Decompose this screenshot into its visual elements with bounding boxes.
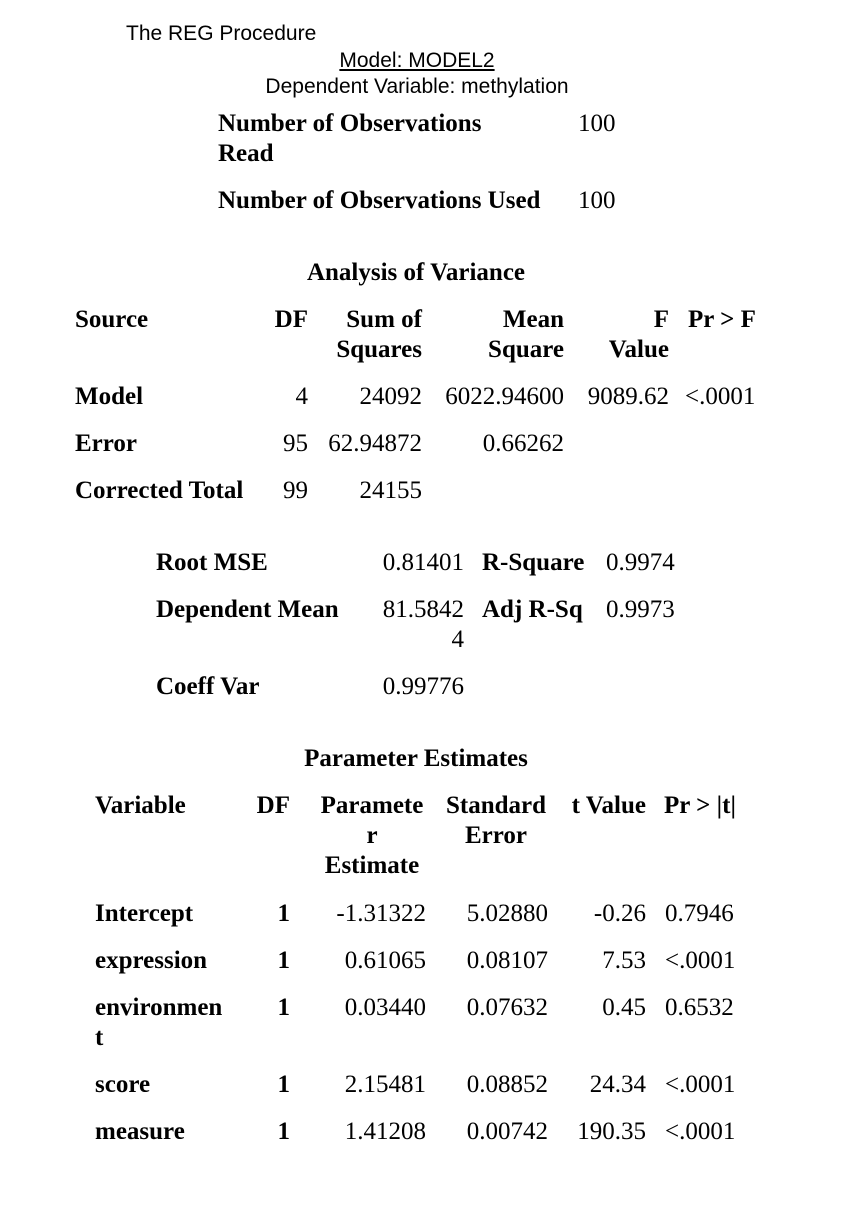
adj-r-sq-value: 0.9973 bbox=[606, 596, 675, 623]
param-header-df: DF bbox=[256, 792, 290, 819]
obs-used-value: 100 bbox=[578, 187, 616, 214]
r-square-value: 0.9974 bbox=[606, 549, 675, 576]
param-header-se-1: Standard bbox=[445, 792, 547, 819]
param-header-estimate-1: Paramete bbox=[320, 792, 424, 819]
param-std-error: 0.07632 bbox=[466, 994, 548, 1021]
anova-header-f-2: Value bbox=[608, 336, 669, 363]
param-df: 1 bbox=[277, 947, 290, 974]
param-p-value: 0.6532 bbox=[665, 994, 734, 1021]
param-header-se-2: Error bbox=[464, 822, 527, 849]
anova-df: 99 bbox=[283, 477, 308, 504]
dependent-mean-label: Dependent Mean bbox=[156, 596, 339, 623]
param-variable: Intercept bbox=[95, 900, 194, 927]
param-estimate: 0.03440 bbox=[344, 994, 426, 1021]
anova-p: <.0001 bbox=[685, 383, 756, 410]
obs-used-label: Number of Observations Used bbox=[218, 187, 541, 214]
param-variable-cont: t bbox=[95, 1024, 104, 1051]
param-p-value: <.0001 bbox=[665, 947, 736, 974]
param-df: 1 bbox=[277, 1071, 290, 1098]
param-df: 1 bbox=[277, 900, 290, 927]
anova-title: Analysis of Variance bbox=[306, 259, 526, 286]
param-p-value: <.0001 bbox=[665, 1118, 736, 1145]
anova-ss: 24155 bbox=[359, 477, 422, 504]
param-estimate: -1.31322 bbox=[336, 900, 426, 927]
param-header-p: Pr > |t| bbox=[664, 792, 736, 819]
param-variable: score bbox=[95, 1071, 151, 1098]
param-estimate: 1.41208 bbox=[344, 1118, 426, 1145]
anova-header-ss-2: Squares bbox=[336, 336, 422, 363]
param-t-value: 0.45 bbox=[602, 994, 646, 1021]
param-estimate: 0.61065 bbox=[344, 947, 426, 974]
anova-header-df: DF bbox=[274, 306, 308, 333]
anova-header-f-1: F bbox=[653, 306, 669, 333]
param-variable: measure bbox=[95, 1118, 185, 1145]
anova-source: Model bbox=[75, 383, 144, 410]
model-title: Model: MODEL2 bbox=[339, 49, 495, 72]
root-mse-label: Root MSE bbox=[156, 549, 268, 576]
dependent-mean-value-cont: 4 bbox=[451, 626, 464, 653]
dependent-variable: Dependent Variable: methylation bbox=[265, 75, 569, 98]
param-df: 1 bbox=[277, 1118, 290, 1145]
procedure-title: The REG Procedure bbox=[126, 22, 317, 45]
param-t-value: 24.34 bbox=[589, 1071, 646, 1098]
obs-read-label: Number of Observations bbox=[218, 110, 482, 137]
r-square-label: R-Square bbox=[482, 549, 585, 576]
anova-df: 4 bbox=[295, 383, 308, 410]
param-variable: expression bbox=[95, 947, 208, 974]
param-t-value: -0.26 bbox=[593, 900, 646, 927]
root-mse-value: 0.81401 bbox=[382, 549, 464, 576]
param-p-value: 0.7946 bbox=[665, 900, 734, 927]
param-header-variable: Variable bbox=[95, 792, 186, 819]
anova-header-ss-1: Sum of bbox=[346, 306, 422, 333]
dependent-mean-value: 81.5842 bbox=[382, 596, 464, 623]
anova-header-ms-1: Mean bbox=[502, 306, 564, 333]
anova-header-source: Source bbox=[75, 306, 149, 333]
param-header-t: t Value bbox=[571, 792, 646, 819]
anova-source: Corrected Total bbox=[75, 477, 244, 504]
anova-source: Error bbox=[75, 430, 138, 457]
param-p-value: <.0001 bbox=[665, 1071, 736, 1098]
anova-header-p: Pr > F bbox=[688, 306, 756, 333]
param-std-error: 0.08852 bbox=[466, 1071, 548, 1098]
param-estimate: 2.15481 bbox=[344, 1071, 426, 1098]
obs-read-value: 100 bbox=[578, 110, 616, 137]
param-df: 1 bbox=[277, 994, 290, 1021]
param-t-value: 190.35 bbox=[577, 1118, 646, 1145]
param-std-error: 0.00742 bbox=[466, 1118, 548, 1145]
coeff-var-value: 0.99776 bbox=[382, 673, 464, 700]
adj-r-sq-label: Adj R-Sq bbox=[482, 596, 583, 623]
anova-ss: 24092 bbox=[359, 383, 422, 410]
anova-ss: 62.94872 bbox=[328, 430, 422, 457]
obs-read-label-cont: Read bbox=[218, 140, 274, 167]
anova-ms: 6022.94600 bbox=[445, 383, 564, 410]
anova-df: 95 bbox=[283, 430, 308, 457]
param-std-error: 5.02880 bbox=[466, 900, 548, 927]
anova-f: 9089.62 bbox=[587, 383, 669, 410]
param-header-estimate-3: Estimate bbox=[324, 852, 420, 879]
anova-header-ms-2: Square bbox=[488, 336, 564, 363]
param-variable: environmen bbox=[95, 994, 223, 1021]
coeff-var-label: Coeff Var bbox=[156, 673, 260, 700]
parameter-estimates-title: Parameter Estimates bbox=[304, 745, 528, 772]
param-header-estimate-2: r bbox=[366, 822, 378, 849]
anova-ms: 0.66262 bbox=[482, 430, 564, 457]
param-std-error: 0.08107 bbox=[466, 947, 548, 974]
param-t-value: 7.53 bbox=[602, 947, 646, 974]
